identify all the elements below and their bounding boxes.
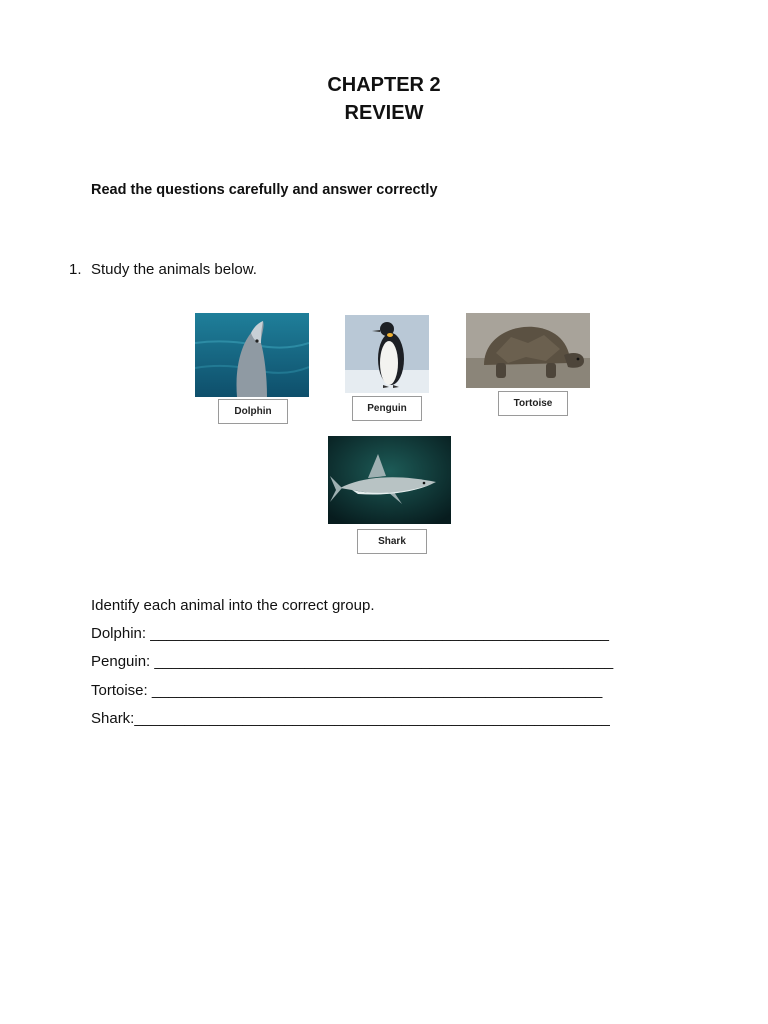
instructions-text: Read the questions carefully and answer correctly — [91, 182, 438, 198]
shark-label: Shark — [357, 529, 427, 554]
review-title: REVIEW — [344, 102, 424, 124]
answer-line-tortoise[interactable]: Tortoise: ______________________________________________________ — [91, 682, 603, 699]
answer-line-penguin[interactable]: Penguin: _______________________________________________________ — [91, 653, 614, 670]
penguin-label: Penguin — [352, 396, 422, 421]
dolphin-photo — [195, 313, 309, 397]
dolphin-label: Dolphin — [218, 399, 288, 424]
penguin-photo — [345, 315, 429, 393]
tortoise-photo — [466, 313, 590, 388]
chapter-title: CHAPTER 2 — [327, 74, 441, 96]
question-number: 1. — [69, 261, 82, 278]
task-text: Identify each animal into the correct group. — [91, 597, 375, 614]
answer-line-dolphin[interactable]: Dolphin: _______________________________________________________ — [91, 625, 610, 642]
answer-line-shark[interactable]: Shark:_________________________________________________________ — [91, 710, 610, 727]
shark-photo — [328, 436, 451, 524]
question-text: Study the animals below. — [91, 261, 257, 278]
tortoise-label: Tortoise — [498, 391, 568, 416]
